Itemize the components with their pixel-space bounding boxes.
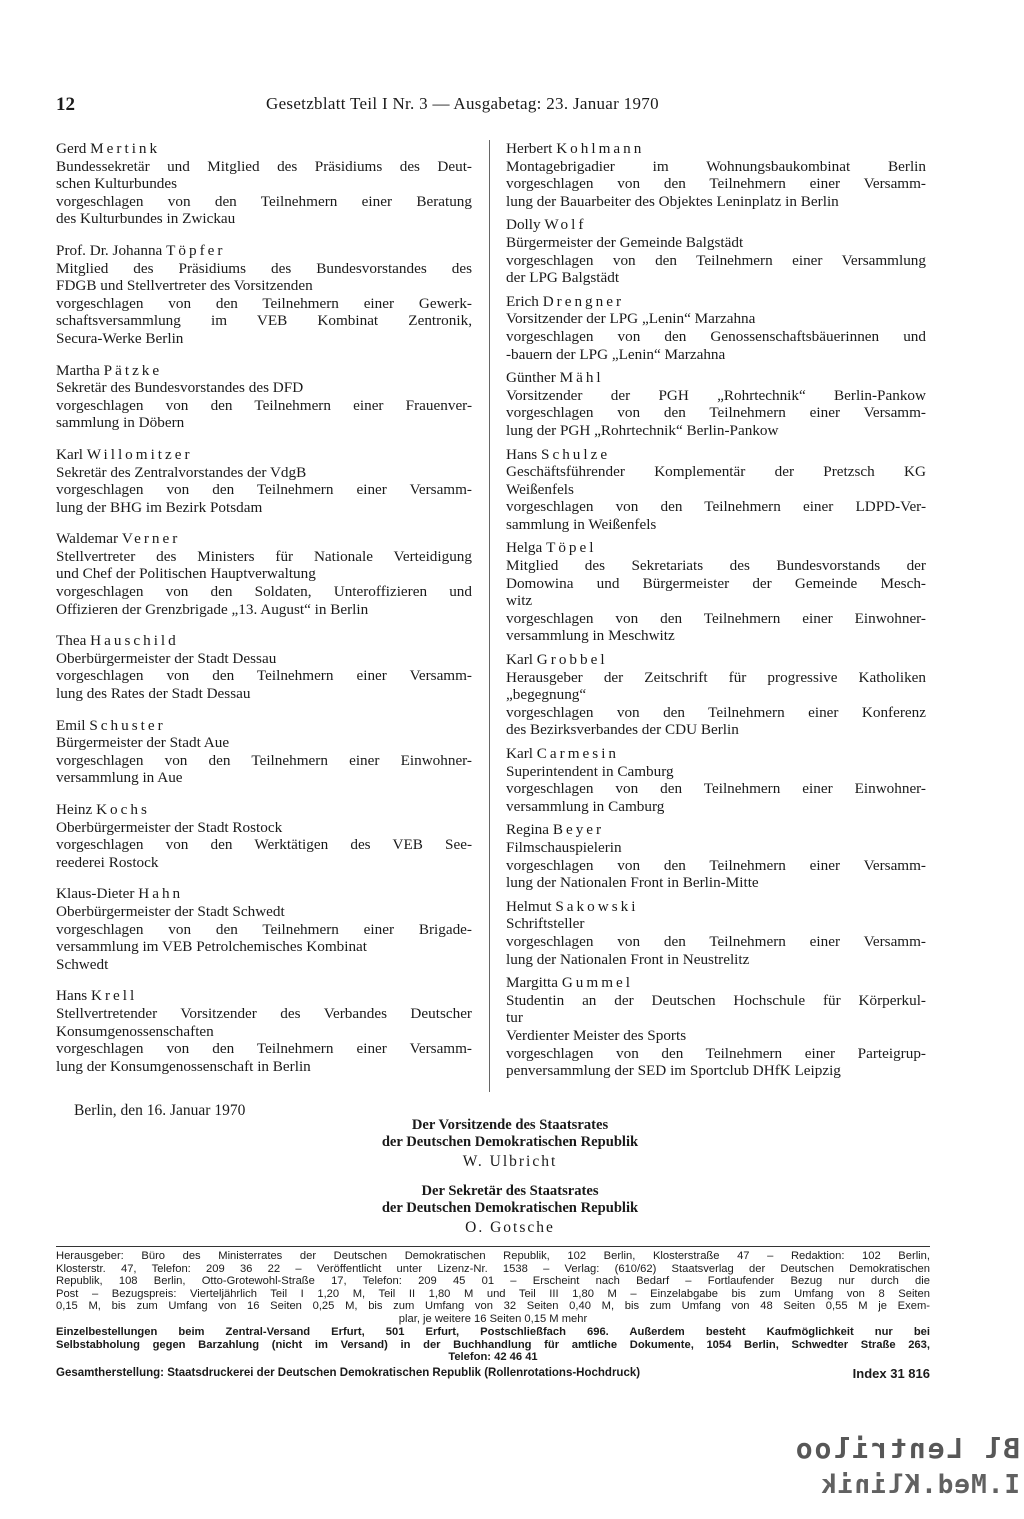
nominee-surname: Schuster <box>89 716 166 734</box>
nominee-surname: Töpel <box>546 539 597 557</box>
nominee-detail-line: Secura-Werke Berlin <box>56 329 184 347</box>
nominee-entry <box>506 651 926 739</box>
nominee-entry <box>56 885 472 973</box>
nominee-detail-line: vorgeschlagen von den Teilnehmern einer Versamm- <box>56 1040 472 1058</box>
nominee-detail-line: des Kulturbundes in Zwickau <box>56 210 236 228</box>
nominee-name <box>56 362 472 380</box>
nominee-surname: Drengner <box>542 292 625 310</box>
chairman-name: W. Ulbricht <box>462 1153 558 1170</box>
nominee-name <box>56 632 472 650</box>
secretary-signature-block <box>210 1183 810 1237</box>
nominee-detail-line: vorgeschlagen von den Teilnehmern einer Gewerk- <box>56 294 472 312</box>
nominee-detail-line: Mitglied des Präsidiums des Bundesvorstandes des <box>56 259 472 277</box>
nominee-name <box>506 651 926 669</box>
nominee-surname: Töpfer <box>166 241 226 259</box>
nominee-detail-line: Mitglied des Sekretariats des Bundesvorstands der <box>506 557 926 575</box>
nominee-name <box>56 446 472 464</box>
nominee-name <box>56 530 472 548</box>
nominee-surname: Pätzke <box>103 361 163 379</box>
nominee-detail-line: vorgeschlagen von den Teilnehmern einer Versamm- <box>506 175 926 193</box>
nominee-given-name: Helga <box>506 539 543 557</box>
nominee-detail-line: witz <box>506 592 533 610</box>
nominee-detail-line: sammlung in Döbern <box>56 414 185 432</box>
nominee-detail-line: sammlung in Weißenfels <box>506 515 657 533</box>
nominee-entry <box>56 446 472 516</box>
nominee-detail-line: Sekretär des Zentralvorstandes der VdgB <box>56 463 307 481</box>
nominee-detail-line: tur <box>506 1009 523 1027</box>
nominee-entry <box>56 632 472 702</box>
publisher-imprint <box>56 1250 930 1326</box>
nominee-given-name: Dolly <box>506 216 541 234</box>
nominee-detail-line: vorgeschlagen von den Teilnehmern einer Versamm- <box>506 932 926 950</box>
nominee-given-name: Günther <box>506 369 556 387</box>
nominee-detail-line: versammlung in Meschwitz <box>506 627 675 645</box>
nominee-given-name: Margitta <box>506 974 559 992</box>
nominee-surname: Mertink <box>90 140 161 157</box>
nominee-detail-line: des Bezirksverbandes der CDU Berlin <box>506 721 739 739</box>
nominee-detail-line: Vorsitzender der LPG „Lenin“ Marzahna <box>506 310 756 328</box>
nominee-entry <box>506 446 926 534</box>
nominee-detail-line: Oberbürgermeister der Stadt Dessau <box>56 649 277 667</box>
nominee-detail-line: lung der PGH „Rohrtechnik“ Berlin-Pankow <box>506 421 779 439</box>
nominee-detail-line: Konsumgenossenschaften <box>56 1022 214 1040</box>
nominee-detail-line: Filmschauspielerin <box>506 838 622 856</box>
nominee-entry <box>56 140 472 228</box>
nominee-name <box>56 717 472 735</box>
nominee-detail-line: lung der Konsumgenossenschaft in Berlin <box>56 1057 311 1075</box>
nominee-name <box>506 446 926 464</box>
nominee-given-name: Regina <box>506 821 550 839</box>
nominee-detail-line: vorgeschlagen von den Teilnehmern einer Versamm- <box>56 481 472 499</box>
nominee-entry <box>56 242 472 348</box>
nominee-name <box>506 898 926 916</box>
stamp-line-2: I.Med.Klinik <box>820 1470 1020 1500</box>
nominee-given-name: Hans <box>56 987 88 1005</box>
nominee-detail-line: reederei Rostock <box>56 853 159 871</box>
nominee-name <box>506 293 926 311</box>
nominee-detail-line: vorgeschlagen von den Teilnehmern einer Brigade- <box>56 920 472 938</box>
nominee-surname: Kochs <box>96 801 150 818</box>
nominee-detail-line: vorgeschlagen von den Teilnehmern einer Parteigrup- <box>506 1044 926 1062</box>
nominee-detail-line: Schriftsteller <box>506 915 585 933</box>
nominee-detail-line: schaftsversammlung im VEB Kombinat Zentronik, <box>56 312 472 330</box>
secretary-name: O. Gotsche <box>465 1219 555 1236</box>
nominee-detail-line: vorgeschlagen von den Teilnehmern einer Versamm- <box>506 856 926 874</box>
page-number: 12 <box>56 94 75 115</box>
nominee-detail-line: schen Kulturbundes <box>56 175 178 193</box>
left-column <box>56 140 472 1089</box>
imprint-line: Post – Bezugspreis: Vierteljährlich Teil I 1,20 M, Teil II 1,80 M und Teil III 1,80 M – Einzelabgabe bis zum Umfang von 8 Seiten <box>56 1287 930 1300</box>
secretary-title-line-1: Der Sekretär des Staatsrates <box>421 1183 599 1199</box>
nominee-name <box>506 140 926 158</box>
nominee-name <box>56 801 472 819</box>
nominee-surname: Beyer <box>552 821 605 839</box>
nominee-detail-line: penversammlung der SED im Sportclub DHfK Leipzig <box>506 1062 841 1080</box>
right-column <box>506 140 926 1086</box>
nominee-given-name: Hans <box>506 445 538 463</box>
nominee-given-name: Herbert <box>506 140 553 157</box>
nominee-surname: Carmesin <box>536 745 620 762</box>
imprint-divider <box>56 1246 930 1247</box>
nominee-surname: Mähl <box>559 369 604 387</box>
nominee-entry <box>506 745 926 815</box>
nominee-given-name: Erich <box>506 292 539 310</box>
nominee-given-name: Prof. Dr. Johanna <box>56 241 163 259</box>
nominee-given-name: Heinz <box>56 801 93 818</box>
chairman-signature-block <box>210 1117 810 1171</box>
nominee-detail-line: versammlung im VEB Petrolchemisches Kombinat <box>56 938 368 956</box>
nominee-surname: Wolf <box>544 216 587 234</box>
nominee-surname: Kohlmann <box>556 140 645 157</box>
library-stamp-mirrored <box>740 1430 1020 1510</box>
nominee-entry <box>506 974 926 1080</box>
nominee-detail-line: vorgeschlagen von den Werktätigen des VEB See- <box>56 836 472 854</box>
nominee-detail-line: vorgeschlagen von den Teilnehmern einer Konferenz <box>506 703 926 721</box>
nominee-entry <box>506 898 926 968</box>
nominee-given-name: Helmut <box>506 897 552 915</box>
nominee-name <box>506 216 926 234</box>
nominee-name <box>56 987 472 1005</box>
nominee-name <box>506 539 926 557</box>
nominee-name <box>56 140 472 158</box>
nominee-detail-line: lung der Bauarbeiter des Objektes Leninplatz in Berlin <box>506 192 839 210</box>
nominee-detail-line: Bundessekretär und Mitglied des Präsidiums des Deut- <box>56 157 472 175</box>
page-header <box>56 94 936 120</box>
nominee-detail-line: Verdienter Meister des Sports <box>506 1026 687 1044</box>
nominee-given-name: Karl <box>56 445 83 463</box>
nominee-detail-line: Vorsitzender der PGH „Rohrtechnik“ Berlin-Pankow <box>506 386 926 404</box>
nominee-given-name: Martha <box>56 361 100 379</box>
imprint-line: 0,15 M, bis zum Umfang von 16 Seiten 0,25 M, bis zum Umfang von 32 Seiten 0,40 M, bis zum Umfang von 48 Seiten 0,55 M je Exem- <box>56 1300 930 1313</box>
nominee-detail-line: vorgeschlagen von den Soldaten, Unteroffizieren und <box>56 583 472 601</box>
nominee-surname: Schulze <box>541 445 611 463</box>
chairman-title-line-2: der Deutschen Demokratischen Republik <box>381 1134 639 1150</box>
nominee-detail-line: FDGB und Stellvertreter des Vorsitzenden <box>56 277 313 295</box>
nominee-detail-line: vorgeschlagen von den Teilnehmern einer Versammlung <box>506 251 926 269</box>
nominee-detail-line: Geschäftsführender Komplementär der Pretzsch KG <box>506 463 926 481</box>
nominee-entry <box>506 369 926 439</box>
nominee-detail-line: Offizieren der Grenzbrigade „13. August“ in Berlin <box>56 600 369 618</box>
nominee-entry <box>506 140 926 210</box>
chairman-title-line-1: Der Vorsitzende des Staatsrates <box>411 1117 609 1133</box>
order-info <box>56 1326 930 1364</box>
nominee-detail-line: Bürgermeister der Gemeinde Balgstädt <box>506 233 744 251</box>
index-number: Index 31 816 <box>852 1366 930 1381</box>
signature-date: Berlin, den 16. Januar 1970 <box>74 1102 246 1119</box>
printer-credit: Gesamtherstellung: Staatsdruckerei der Deutschen Demokratischen Republik (Rollenrotations-Hochdruck) <box>56 1367 641 1379</box>
nominee-detail-line: Bürgermeister der Stadt Aue <box>56 734 230 752</box>
nominee-detail-line: vorgeschlagen von den Teilnehmern einer Einwohner- <box>506 609 926 627</box>
nominee-detail-line: „begegnung“ <box>506 686 587 704</box>
nominee-detail-line: lung der BHG im Bezirk Potsdam <box>56 498 263 516</box>
nominee-given-name: Emil <box>56 716 86 734</box>
nominee-detail-line: Weißenfels <box>506 480 574 498</box>
stamp-line-1: Bl Lentriloo <box>793 1432 1020 1465</box>
nominee-name <box>506 745 926 763</box>
nominee-entry <box>56 362 472 432</box>
nominee-detail-line: Stellvertretender Vorsitzender des Verbandes Deutscher <box>56 1004 472 1022</box>
nominee-given-name: Waldemar <box>56 530 119 548</box>
nominee-surname: Gummel <box>561 974 633 992</box>
nominee-detail-line: der LPG Balgstädt <box>506 269 620 287</box>
nominee-detail-line: lung der Nationalen Front in Berlin-Mitte <box>506 874 759 892</box>
nominee-detail-line: vorgeschlagen von den Teilnehmern einer Versamm- <box>506 404 926 422</box>
nominee-name <box>56 885 472 903</box>
nominee-entry <box>506 821 926 891</box>
imprint-line: Republik, 108 Berlin, Otto-Grotewohl-Straße 17, Telefon: 209 45 01 – Erscheint nach Bedarf – Fortlaufender Bezug nur durch die <box>56 1275 930 1288</box>
nominee-surname: Hahn <box>138 885 184 903</box>
nominee-detail-line: -bauern der LPG „Lenin“ Marzahna <box>506 345 726 363</box>
nominee-given-name: Klaus-Dieter <box>56 885 135 903</box>
nominee-detail-line: Studentin an der Deutschen Hochschule für Körperkul- <box>506 991 926 1009</box>
imprint-line: Klosterstr. 47, Telefon: 209 36 22 – Veröffentlicht unter Lizenz-Nr. 1538 – Verlag: (610/62) Staatsverlag der Deutschen Demokratischen <box>56 1262 930 1275</box>
order-line: Telefon: 42 46 41 <box>448 1351 538 1364</box>
nominee-detail-line: lung des Rates der Stadt Dessau <box>56 685 251 703</box>
nominee-entry <box>506 216 926 286</box>
nominee-given-name: Karl <box>506 651 533 669</box>
imprint-line: Herausgeber: Büro des Ministerrates der Deutschen Demokratischen Republik, 102 Berlin, Klosterstraße 47 – Redaktion: 102 Berlin, <box>56 1250 930 1262</box>
nominee-detail-line: Oberbürgermeister der Stadt Schwedt <box>56 902 285 920</box>
imprint-line: plar, je weitere 16 Seiten 0,15 M mehr <box>398 1312 588 1325</box>
nominee-detail-line: Sekretär des Bundesvorstandes des DFD <box>56 379 304 397</box>
nominee-surname: Grobbel <box>536 651 608 669</box>
nominee-entry <box>56 801 472 871</box>
nominee-name <box>506 974 926 992</box>
order-line: Einzelbestellungen beim Zentral-Versand Erfurt, 501 Erfurt, Postschließfach 696. Außerdem besteht Kaufmöglichkeit nur bei <box>56 1326 930 1338</box>
nominee-surname: Krell <box>91 987 138 1005</box>
order-line: Selbstabholung gegen Barzahlung (nicht im Versand) in der Buchhandlung für amtliche Dokumente, 1054 Berlin, Schwedter Straße 263, <box>56 1338 930 1351</box>
nominee-given-name: Thea <box>56 632 87 650</box>
nominee-detail-line: vorgeschlagen von den Genossenschaftsbäuerinnen und <box>506 327 926 345</box>
nominee-detail-line: versammlung in Camburg <box>506 797 665 815</box>
nominee-given-name: Karl <box>506 745 533 762</box>
nominee-entry <box>506 293 926 363</box>
nominee-surname: Sakowski <box>555 897 639 915</box>
nominee-detail-line: und Chef der Politischen Hauptverwaltung <box>56 565 316 583</box>
secretary-title-line-2: der Deutschen Demokratischen Republik <box>381 1200 639 1216</box>
nominee-given-name: Gerd <box>56 140 87 157</box>
nominee-detail-line: Montagebrigadier im Wohnungsbaukombinat Berlin <box>506 157 926 175</box>
nominee-entry <box>506 539 926 645</box>
column-divider <box>489 140 490 1092</box>
nominee-entry <box>56 717 472 787</box>
nominee-detail-line: vorgeschlagen von den Teilnehmern einer Frauenver- <box>56 396 472 414</box>
nominee-detail-line: versammlung in Aue <box>56 769 183 787</box>
nominee-detail-line: Oberbürgermeister der Stadt Rostock <box>56 818 283 836</box>
nominee-detail-line: Superintendent in Camburg <box>506 762 674 780</box>
nominee-detail-line: vorgeschlagen von den Teilnehmern einer Einwohner- <box>56 751 472 769</box>
nominee-detail-line: Stellvertreter des Ministers für Nationale Verteidigung <box>56 547 472 565</box>
nominee-entry <box>56 987 472 1075</box>
nominee-detail-line: vorgeschlagen von den Teilnehmern einer Einwohner- <box>506 780 926 798</box>
nominee-surname: Willomitzer <box>86 445 193 463</box>
header-title: Gesetzblatt Teil I Nr. 3 — Ausgabetag: 23. Januar 1970 <box>266 94 659 113</box>
nominee-name <box>506 821 926 839</box>
nominee-surname: Hauschild <box>90 632 179 650</box>
nominee-detail-line: Herausgeber der Zeitschrift für progressive Katholiken <box>506 668 926 686</box>
nominee-detail-line: vorgeschlagen von den Teilnehmern einer Beratung <box>56 192 472 210</box>
nominee-detail-line: Schwedt <box>56 955 109 973</box>
nominee-name <box>56 242 472 260</box>
nominee-surname: Verner <box>121 530 181 548</box>
nominee-name <box>506 369 926 387</box>
nominee-detail-line: vorgeschlagen von den Teilnehmern einer Versamm- <box>56 667 472 685</box>
nominee-entry <box>56 530 472 618</box>
nominee-detail-line: vorgeschlagen von den Teilnehmern einer LDPD-Ver- <box>506 498 926 516</box>
nominee-detail-line: lung der Nationalen Front in Neustrelitz <box>506 950 750 968</box>
nominee-detail-line: Domowina und Bürgermeister der Gemeinde Mesch- <box>506 574 926 592</box>
